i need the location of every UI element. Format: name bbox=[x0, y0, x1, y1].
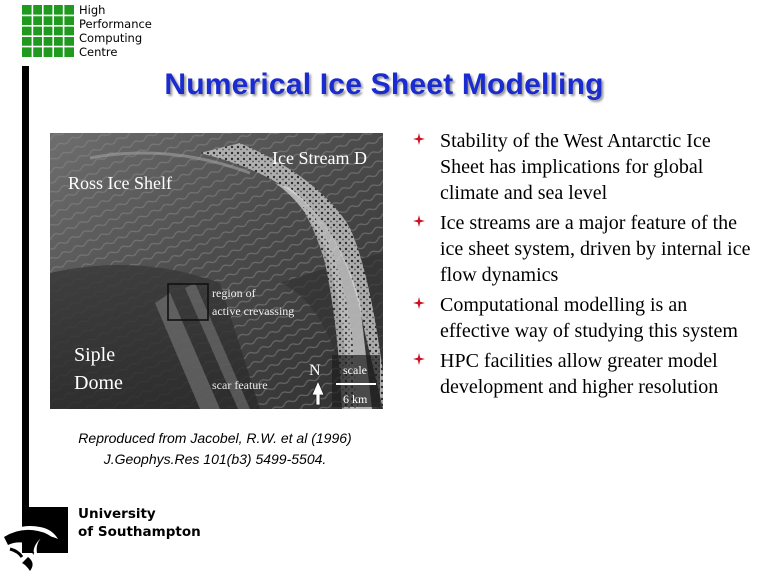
antarctic-satellite-image bbox=[50, 133, 383, 409]
dolphin-logo-icon bbox=[0, 505, 70, 573]
bullet-item bbox=[412, 348, 752, 400]
north-label: N bbox=[309, 362, 321, 379]
logo-line: Centre bbox=[79, 45, 118, 59]
caption-line: Reproduced from Jacobel, R.W. et al (1996) bbox=[78, 430, 352, 446]
image-label-region-2: active crevassing bbox=[212, 304, 295, 318]
caption-line: J.Geophys.Res 101(b3) 5499-5504. bbox=[103, 451, 327, 467]
red-star-bullet-icon bbox=[412, 211, 426, 231]
bullet-item bbox=[412, 210, 752, 288]
bullet-item bbox=[412, 292, 752, 344]
hpc-centre-name bbox=[79, 3, 152, 59]
image-label-ice-stream: Ice Stream D bbox=[272, 148, 367, 168]
image-label-scar: scar feature bbox=[212, 378, 268, 392]
bullet-text: Ice streams are a major feature of the ice sheet system, driven by internal ice flow dynamics bbox=[440, 212, 751, 286]
image-label-region-1: region of bbox=[212, 286, 256, 300]
logo-line: Performance bbox=[79, 17, 152, 31]
green-grid-logo-icon bbox=[22, 5, 74, 57]
bullet-list bbox=[412, 128, 752, 404]
bullet-text: Stability of the West Antarctic Ice Sheet has implications for global climate and sea level bbox=[440, 130, 711, 204]
university-name bbox=[78, 505, 201, 541]
red-star-bullet-icon bbox=[412, 349, 426, 369]
bullet-text: HPC facilities allow greater model development and higher resolution bbox=[440, 350, 719, 398]
red-star-bullet-icon bbox=[412, 293, 426, 313]
left-vertical-bar bbox=[22, 66, 29, 546]
university-line: University bbox=[78, 506, 156, 522]
red-star-bullet-icon bbox=[412, 129, 426, 149]
slide-title: Numerical Ice Sheet Modelling bbox=[164, 68, 604, 101]
scale-distance: 6 km bbox=[343, 392, 368, 406]
university-line: of Southampton bbox=[78, 524, 201, 540]
logo-line: High bbox=[79, 3, 106, 17]
bullet-item bbox=[412, 128, 752, 206]
logo-line: Computing bbox=[79, 31, 143, 45]
bullet-text: Computational modelling is an effective way of studying this system bbox=[440, 294, 738, 342]
scale-label: scale bbox=[343, 363, 367, 377]
image-label-ross: Ross Ice Shelf bbox=[68, 173, 172, 193]
image-label-siple-1: Siple bbox=[74, 344, 116, 366]
figure-caption bbox=[30, 428, 400, 470]
image-label-siple-2: Dome bbox=[74, 372, 123, 394]
